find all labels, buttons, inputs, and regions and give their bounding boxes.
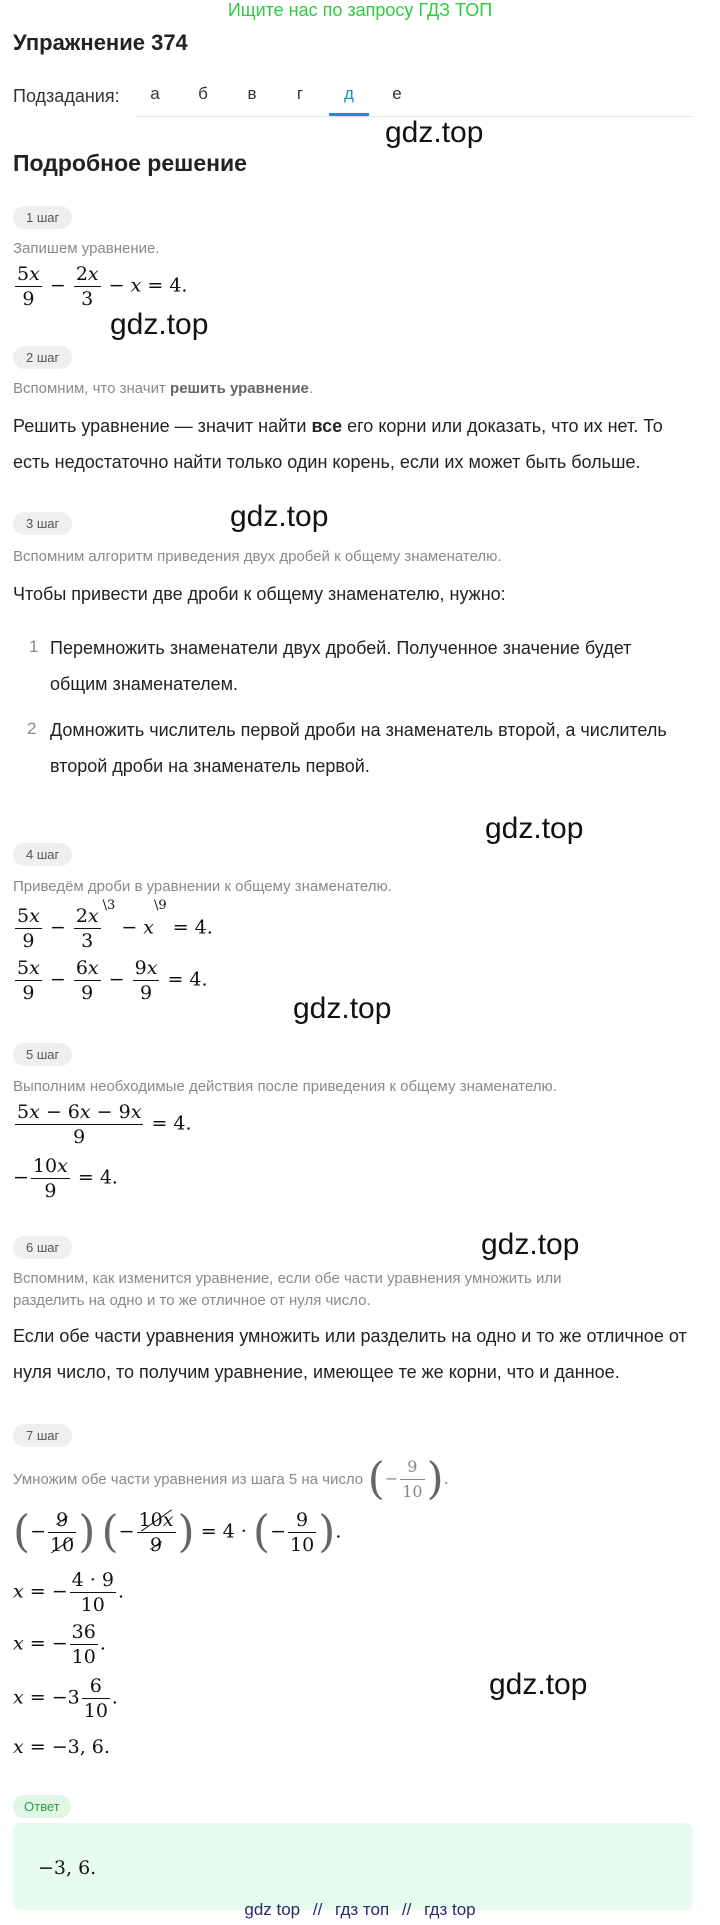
- tab-d[interactable]: д: [344, 84, 354, 103]
- tab-a[interactable]: а: [150, 84, 160, 103]
- watermark: gdz.top: [489, 1668, 588, 1701]
- step-badge: 2 шаг: [13, 346, 72, 369]
- watermark: gdz.top: [385, 116, 484, 149]
- watermark: gdz.top: [485, 812, 584, 845]
- equation: x = − $\frac{4 \cdot 9}{10}$ .: [13, 1569, 124, 1616]
- footer-link[interactable]: gdz top: [244, 1900, 301, 1919]
- answer-badge: Ответ: [13, 1795, 71, 1818]
- step-badge: 4 шаг: [13, 843, 72, 866]
- section-title: Подробное решение: [13, 150, 247, 176]
- tab-e[interactable]: е: [392, 84, 402, 103]
- step-note: Запишем уравнение.: [13, 240, 160, 257]
- step-note: Вспомним алгоритм приведения двух дробей к общему знаменателю.: [13, 548, 502, 565]
- page-title: Упражнение 374: [13, 30, 188, 55]
- list-item: Перемножить знаменатели двух дробей. Полученное значение будет общим знаменателем.: [50, 638, 632, 694]
- equation: $\frac{5x - 6x - 9x}{9}$ = 4.: [17, 1101, 192, 1148]
- tab-g[interactable]: г: [296, 84, 304, 103]
- list-number: 2: [27, 719, 37, 738]
- subtasks-label: Подзадания:: [13, 86, 120, 106]
- promo-text: Ищите нас по запросу ГДЗ ТОП: [227, 0, 493, 20]
- equation: $\frac{5x}{9}$ − $\frac{6x}{9}$ − $\frac{9x}{9}$ = 4.: [17, 957, 208, 1004]
- footer-separator: //: [312, 1900, 323, 1919]
- tab-b[interactable]: б: [198, 84, 208, 103]
- step-badge: 1 шаг: [13, 206, 72, 229]
- watermark: gdz.top: [481, 1228, 580, 1261]
- tab-v[interactable]: в: [247, 84, 257, 103]
- step-note: Вспомним, что значит решить уравнение.: [13, 380, 314, 397]
- watermark: gdz.top: [293, 992, 392, 1025]
- list-number: 1: [29, 637, 39, 656]
- step-badge: 6 шаг: [13, 1236, 72, 1259]
- answer-value: −3, 6.: [38, 1857, 97, 1879]
- step-badge: 7 шаг: [13, 1424, 72, 1447]
- watermark: gdz.top: [110, 308, 209, 341]
- equation: x = −3, 6.: [13, 1736, 110, 1758]
- footer-link[interactable]: гдз топ: [335, 1900, 390, 1919]
- equation: − $\frac{10x}{9}$ = 4.: [13, 1155, 118, 1202]
- step-text: Решить уравнение — значит найти все его корни или доказать, что их нет. То есть недостаточно найти только один корень, если их может быть больше.: [13, 416, 663, 472]
- active-tab-indicator: [329, 113, 369, 116]
- equation: (− $\frac{9}{10}$ ) (− $\frac{10x}{9}$ ) = 4 · (− $\frac{9}{10}$ ).: [13, 1506, 342, 1558]
- step-text: Чтобы привести две дроби к общему знаменателю, нужно:: [13, 584, 506, 604]
- equation: $\frac{5x}{9}$ − $\frac{2x}{3}$ − x = 4.: [17, 263, 188, 310]
- step-note: Приведём дроби в уравнении к общему знаменателю.: [13, 878, 392, 895]
- step-note: Выполним необходимые действия после приведения к общему знаменателю.: [13, 1078, 557, 1095]
- footer-links: [0, 1900, 720, 1920]
- subtask-tabs: [135, 74, 693, 117]
- equation: x = −3 $\frac{6}{10}$ .: [13, 1675, 118, 1722]
- equation: x = − $\frac{36}{10}$ .: [13, 1621, 106, 1668]
- step-badge: 3 шаг: [13, 512, 72, 535]
- step-badge: 5 шаг: [13, 1043, 72, 1066]
- equation: $\frac{5x}{9}$ − $\frac{2x}{3}$ $^{\backslash 3} - x^{\backslash 9} = 4$.: [17, 898, 213, 952]
- step-note: Умножим обе части уравнения из шага 5 на число (− $\frac{9}{10}$ ).: [13, 1453, 449, 1505]
- watermark: gdz.top: [230, 500, 329, 533]
- answer-box: [13, 1823, 693, 1910]
- list-item: Домножить числитель первой дроби на знаменатель второй, а числитель второй дроби на знаменатель первой.: [50, 720, 667, 776]
- step-text: Если обе части уравнения умножить или разделить на одно и то же отличное от нуля число, то получим уравнение, имеющее те же корни, что и данное.: [13, 1326, 687, 1382]
- footer-link[interactable]: гдз top: [424, 1900, 476, 1919]
- footer-separator: //: [401, 1900, 412, 1919]
- step-note: Вспомним, как изменится уравнение, если обе части уравнения умножить или разделить на одно и то же отличное от нуля число.: [13, 1270, 562, 1309]
